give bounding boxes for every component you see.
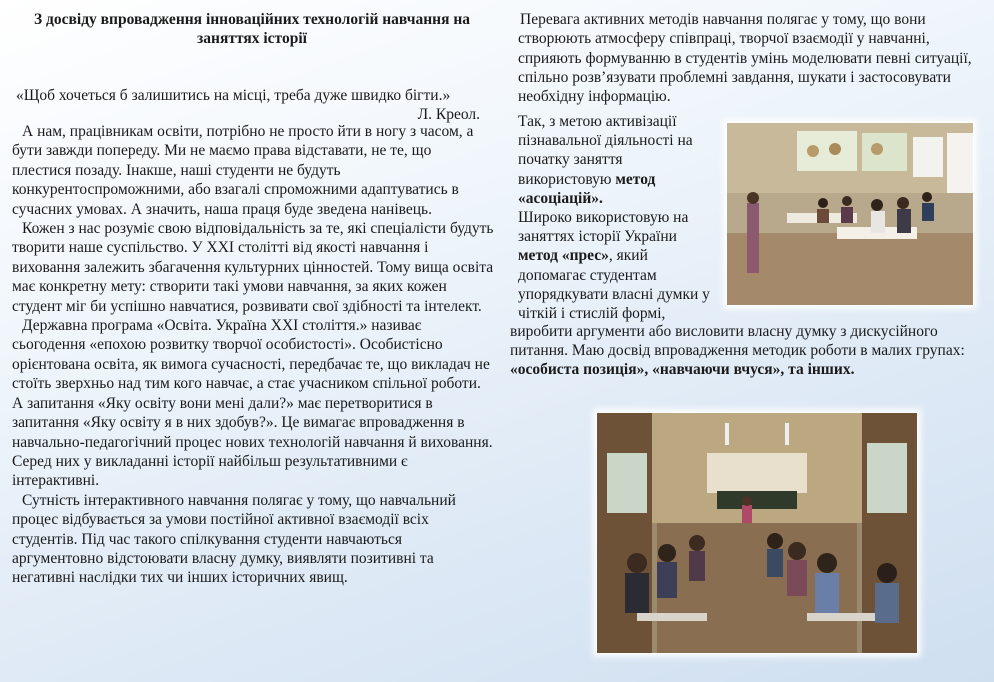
method-press-paragraph bbox=[518, 208, 718, 323]
method-press-bold: метод «прес» bbox=[518, 247, 609, 265]
right-paragraph-1: Перевага активних методів навчання полягає у тому, що вони створюють атмосферу співпраці, творчої взаємодії у навчанні, сприяють формуванню в студентів умінь моделювати певні ситуації, спільно розв’язувати проблемні завдання, шукати і застосовувати необхідну інформацію. bbox=[518, 11, 972, 106]
left-paragraph-3: Державна програма «Освіта. Україна ХХІ століття.» називає сьогодення «епохою розвитку творчої особистості». Особистісно орієнтована освіта, як вимога сучасності, передбачає те, що викладач не стоїть зверхньо над тим кого навчає, а стає учасником спільної роботи. А запитання «Яку освіту вони мені дали?» має перетворитися в запитання «Яку освіту я в них здобув?». Це вимагає впровадження в навчально-педагогічний процес нових технологій навчання й виховання. Серед них у викладанні історії найбільш результативними є інтерактивні. bbox=[12, 317, 493, 490]
group-methods-text: виробити аргументи або висловити власну думку з дискусійного питання. Маю досвід впровадження методик роботи в малих групах: bbox=[510, 323, 965, 360]
left-paragraph-1: А нам, працівникам освіти, потрібно не просто йти в ногу з часом, а бути завжди попереду. Ми не маємо права відставати, не те, що плестися позаду. Інакше, наші студенти не будуть конкурентоспроможними, або взагалі спроможними адаптуватись в сучасних умовах. А значить, наша праця буде зведена нанівець. bbox=[12, 123, 474, 218]
right-mid-text bbox=[518, 112, 718, 323]
right-full-text bbox=[510, 322, 988, 380]
epigraph bbox=[16, 86, 486, 124]
page-title: З досвіду впровадження інноваційних технологій навчання на заняттях історії bbox=[33, 11, 471, 47]
group-methods-paragraph bbox=[510, 322, 988, 380]
method-press-pre: Широко використовую на заняттях історії України bbox=[518, 209, 689, 246]
classroom-photo-1-image bbox=[727, 123, 973, 305]
epigraph-author: Л. Креол. bbox=[417, 106, 480, 123]
left-column bbox=[12, 122, 494, 588]
left-paragraph-4: Сутність інтерактивного навчання полягає у тому, що навчальний процес відбувається за умови постійної активної взаємодії всіх студентів. Під час такого спілкування студенти навчаються аргументовно відстоювати власну думку, виявляти позитивні та негативні наслідки тих чи інших історичних явищ. bbox=[12, 491, 456, 587]
method-associations-text: Так, з метою активізації пізнавальної діяльності на початку заняття використовую bbox=[518, 113, 693, 188]
group-methods-bold: «особиста позиція», «навчаючи вчуся», та інших. bbox=[510, 361, 855, 379]
method-associations-bold: метод «асоціацій». bbox=[518, 170, 656, 207]
classroom-photo-2-image bbox=[597, 413, 917, 653]
classroom-photo-2 bbox=[596, 412, 918, 654]
left-paragraph-2: Кожен з нас розуміє свою відповідальність за те, які спеціалісти будуть творити наше суспільство. У ХХІ столітті від якості навчання і виховання залежить збагачення культурних цінностей. Тому вища освіта має конкретну мету: створити такі умови навчання, за яких кожен студент міг би успішно навчатися, розвивати свої здібності та інтелект. bbox=[12, 220, 494, 315]
right-top-text bbox=[518, 10, 978, 106]
classroom-photo-1 bbox=[726, 122, 974, 306]
method-associations-paragraph bbox=[518, 112, 718, 208]
epigraph-text: «Щоб хочеться б залишитись на місці, треба дуже швидко бігти.» bbox=[16, 87, 451, 104]
method-press-post: , який допомагає студентам упорядкувати власні думки у чіткій і стислій формі, bbox=[518, 247, 710, 323]
